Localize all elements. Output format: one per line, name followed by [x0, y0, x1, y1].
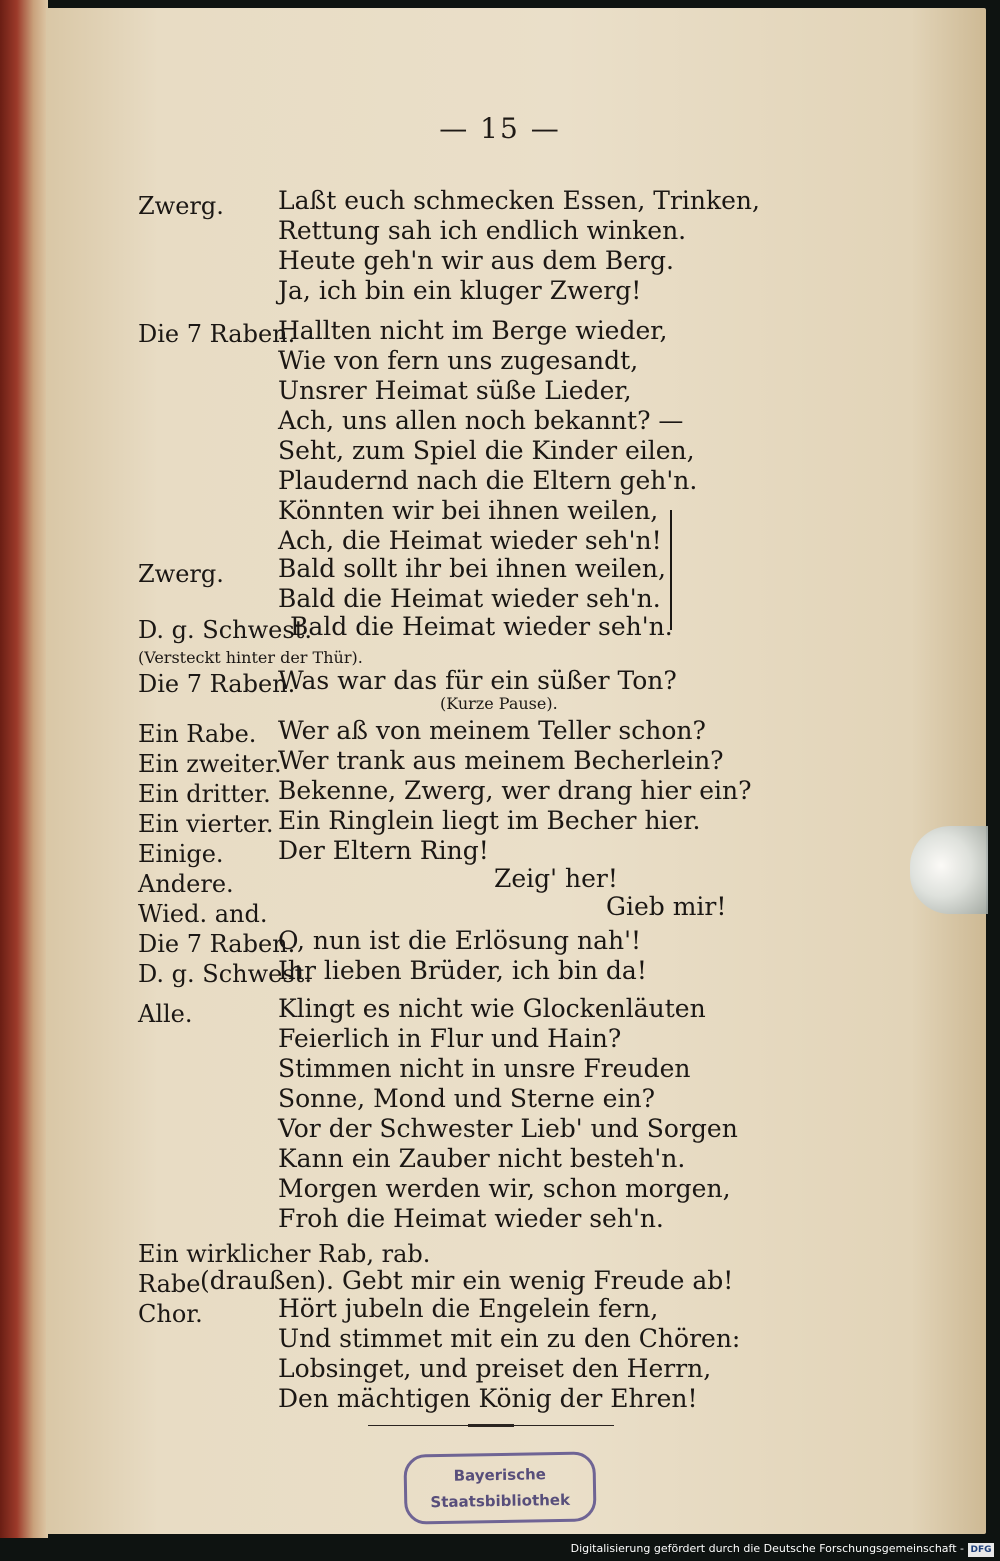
verse-line: Ja, ich bin ein kluger Zwerg! — [278, 276, 642, 305]
dfg-logo-icon: DFG — [968, 1543, 994, 1557]
verse-line: Wie von fern uns zugesandt, — [278, 346, 639, 375]
verse-line: (draußen). Gebt mir ein wenig Freude ab! — [200, 1266, 734, 1295]
verse-line: Sonne, Mond und Sterne ein? — [278, 1084, 655, 1113]
verse-line: Ihr lieben Brüder, ich bin da! — [278, 956, 647, 985]
verse-line: Wer aß von meinem Teller schon? — [278, 716, 706, 745]
verse-line: Ach, die Heimat wieder seh'n! — [278, 526, 662, 555]
verse-line: Was war das für ein süßer Ton? — [278, 666, 677, 695]
speaker-label: Die 7 Raben. — [138, 670, 296, 698]
verse-line: Froh die Heimat wieder seh'n. — [278, 1204, 664, 1233]
speaker-label: Chor. — [138, 1300, 203, 1328]
end-rule-ornament — [468, 1424, 514, 1427]
speaker-label: D. g. Schwest. — [138, 960, 312, 988]
verse-line: Rettung sah ich endlich winken. — [278, 216, 687, 245]
verse-line: Und stimmet mit ein zu den Chören: — [278, 1324, 741, 1353]
speaker-label: Zwerg. — [138, 560, 224, 588]
verse-line: Bekenne, Zwerg, wer drang hier ein? — [278, 776, 752, 805]
verse-line: Zeig' her! — [494, 864, 618, 893]
verse-line: Der Eltern Ring! — [278, 836, 489, 865]
speaker-label: Ein wirklicher Rab, rab. — [138, 1240, 431, 1268]
speaker-label: Ein vierter. — [138, 810, 274, 838]
speaker-label: Wied. and. — [138, 900, 268, 928]
speaker-label: D. g. Schwest. — [138, 616, 312, 644]
verse-line: Den mächtigen König der Ehren! — [278, 1384, 698, 1413]
speaker-label: Ein dritter. — [138, 780, 271, 808]
verse-line: Stimmen nicht in unsre Freuden — [278, 1054, 691, 1083]
verse-line: Gieb mir! — [606, 892, 727, 921]
speaker-label: Die 7 Raben. — [138, 930, 296, 958]
speaker-label: Ein Rabe. — [138, 720, 257, 748]
footer-bar — [0, 1540, 1000, 1561]
verse-line: Klingt es nicht wie Glockenläuten — [278, 994, 706, 1023]
speaker-label: Andere. — [138, 870, 234, 898]
verse-line: Hallten nicht im Berge wieder, — [278, 316, 668, 345]
verse-line: Lobsinget, und preiset den Herrn, — [278, 1354, 712, 1383]
verse-line: Hört jubeln die Engelein fern, — [278, 1294, 659, 1323]
speaker-label: Alle. — [138, 1000, 193, 1028]
library-stamp — [403, 1451, 596, 1524]
verse-line: Bald sollt ihr bei ihnen weilen, — [278, 554, 666, 583]
verse-line: Feierlich in Flur und Hain? — [278, 1024, 622, 1053]
page-number: — 15 — — [439, 112, 561, 145]
verse-line: Morgen werden wir, schon morgen, — [278, 1174, 731, 1203]
speaker-label: Einige. — [138, 840, 224, 868]
speaker-label: Die 7 Raben. — [138, 320, 296, 348]
stage-direction: (Kurze Pause). — [440, 694, 558, 713]
verse-line: Heute geh'n wir aus dem Berg. — [278, 246, 674, 275]
footer-credit: Digitalisierung gefördert durch die Deutsche Forschungsgemeinschaft - — [570, 1542, 964, 1555]
verse-line: Bald die Heimat wieder seh'n. — [278, 584, 661, 613]
verse-line: Seht, zum Spiel die Kinder eilen, — [278, 436, 695, 465]
verse-line: Vor der Schwester Lieb' und Sorgen — [278, 1114, 738, 1143]
verse-line: Plaudernd nach die Eltern geh'n. — [278, 466, 698, 495]
stamp-line: Staatsbibliothek — [430, 1490, 571, 1512]
verse-line: Könnten wir bei ihnen weilen, — [278, 496, 659, 525]
verse-line: O, nun ist die Erlösung nah'! — [278, 926, 641, 955]
speaker-label: Ein zweiter. — [138, 750, 282, 778]
stamp-line: Bayerische — [453, 1465, 547, 1485]
speaker-label: Rabe — [138, 1270, 201, 1298]
verse-line: Ein Ringlein liegt im Becher hier. — [278, 806, 701, 835]
verse-line: Laßt euch schmecken Essen, Trinken, — [278, 186, 760, 215]
verse-line: Kann ein Zauber nicht besteh'n. — [278, 1144, 686, 1173]
speaker-label: Zwerg. — [138, 192, 224, 220]
stage-direction: (Versteckt hinter der Thür). — [138, 648, 363, 667]
verse-line: Bald die Heimat wieder seh'n. — [290, 612, 673, 641]
verse-line: Ach, uns allen noch bekannt? — — [278, 406, 684, 435]
verse-line: Wer trank aus meinem Becherlein? — [278, 746, 724, 775]
verse-line: Unsrer Heimat süße Lieder, — [278, 376, 632, 405]
